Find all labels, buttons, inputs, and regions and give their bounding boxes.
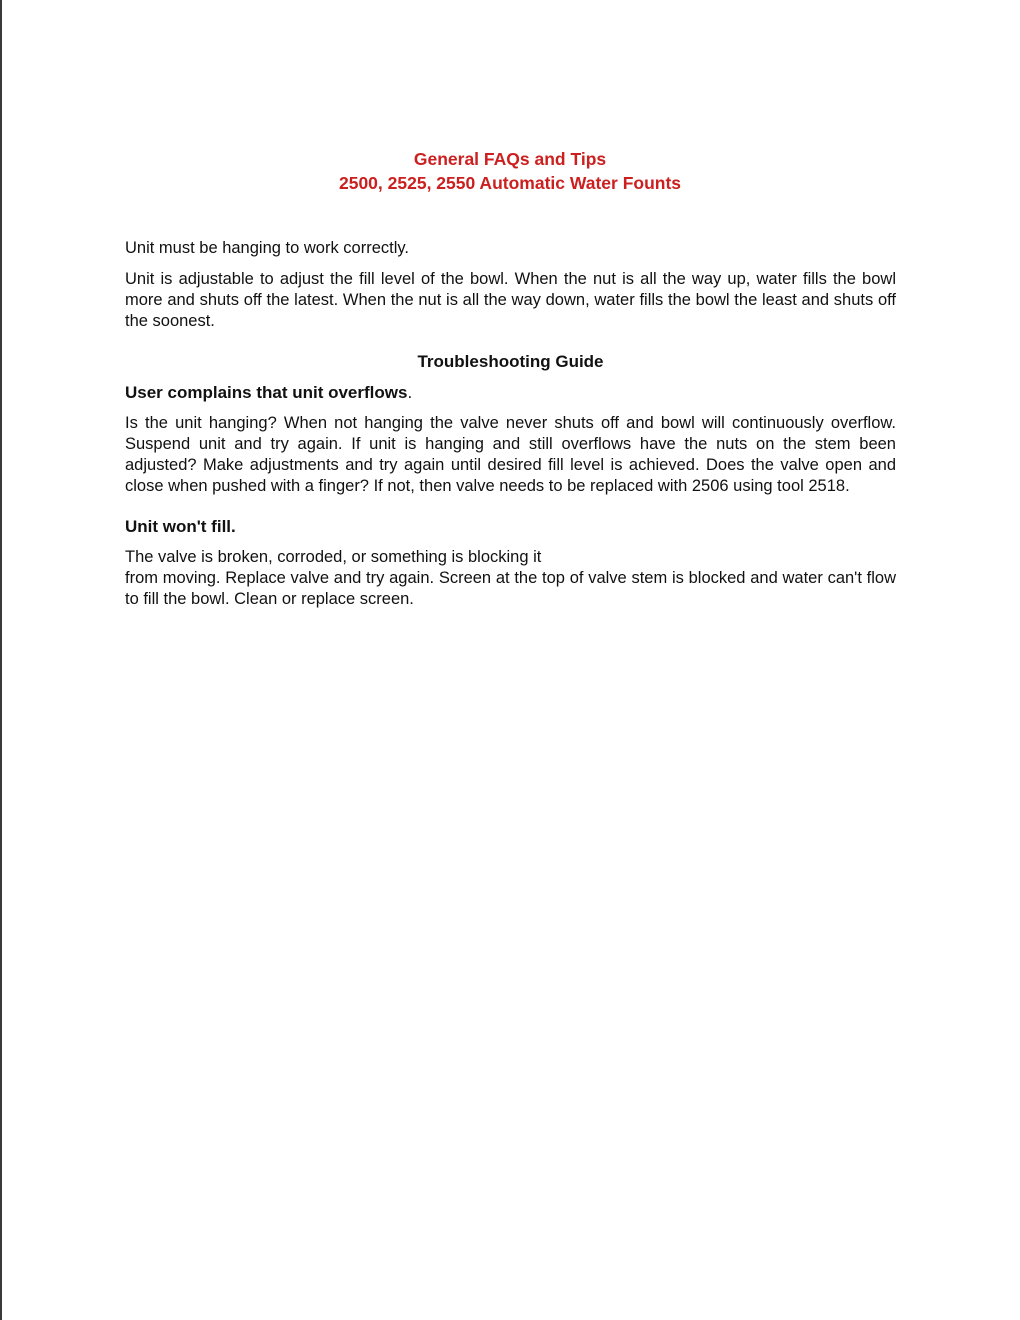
issue-heading-no-fill: Unit won't fill.	[125, 517, 236, 536]
issue-heading-overflow-text: User complains that unit overflows	[125, 383, 408, 402]
document-body	[125, 238, 896, 610]
intro-paragraph-2: Unit is adjustable to adjust the fill level of the bowl. When the nut is all the way up, water fills the bowl more and shuts off the latest. When the nut is all the way down, water fills the bowl the least and shuts off the soonest.	[125, 270, 896, 330]
issue-heading-overflow-period: .	[407, 383, 413, 402]
issue-answer-no-fill-line1: The valve is broken, corroded, or something is blocking it	[125, 548, 542, 566]
issue-heading-overflow	[125, 382, 896, 403]
title-line-1: General FAQs and Tips	[413, 149, 607, 169]
page-edge-line	[0, 0, 2, 1320]
issue-answer-overflow: Is the unit hanging? When not hanging the valve never shuts off and bowl will continuously overflow. Suspend unit and try again. If unit is hanging and still overflows have the nuts on the stem been adjusted? Make adjustments and try again until desired fill level is achieved. Does the valve open and close when pushed with a finger? If not, then valve needs to be replaced with 2506 using tool 2518.	[125, 414, 896, 495]
intro-paragraph-1: Unit must be hanging to work correctly.	[125, 239, 409, 257]
issue-answer-no-fill-rest: from moving. Replace valve and try again. Screen at the top of valve stem is blocked and water can't flow to fill the bowl. Clean or replace screen.	[125, 569, 896, 608]
section-heading: Troubleshooting Guide	[417, 352, 604, 371]
title-line-2: 2500, 2525, 2550 Automatic Water Founts	[338, 173, 682, 193]
document-title	[0, 147, 1020, 195]
issue-answer-no-fill	[125, 547, 896, 610]
